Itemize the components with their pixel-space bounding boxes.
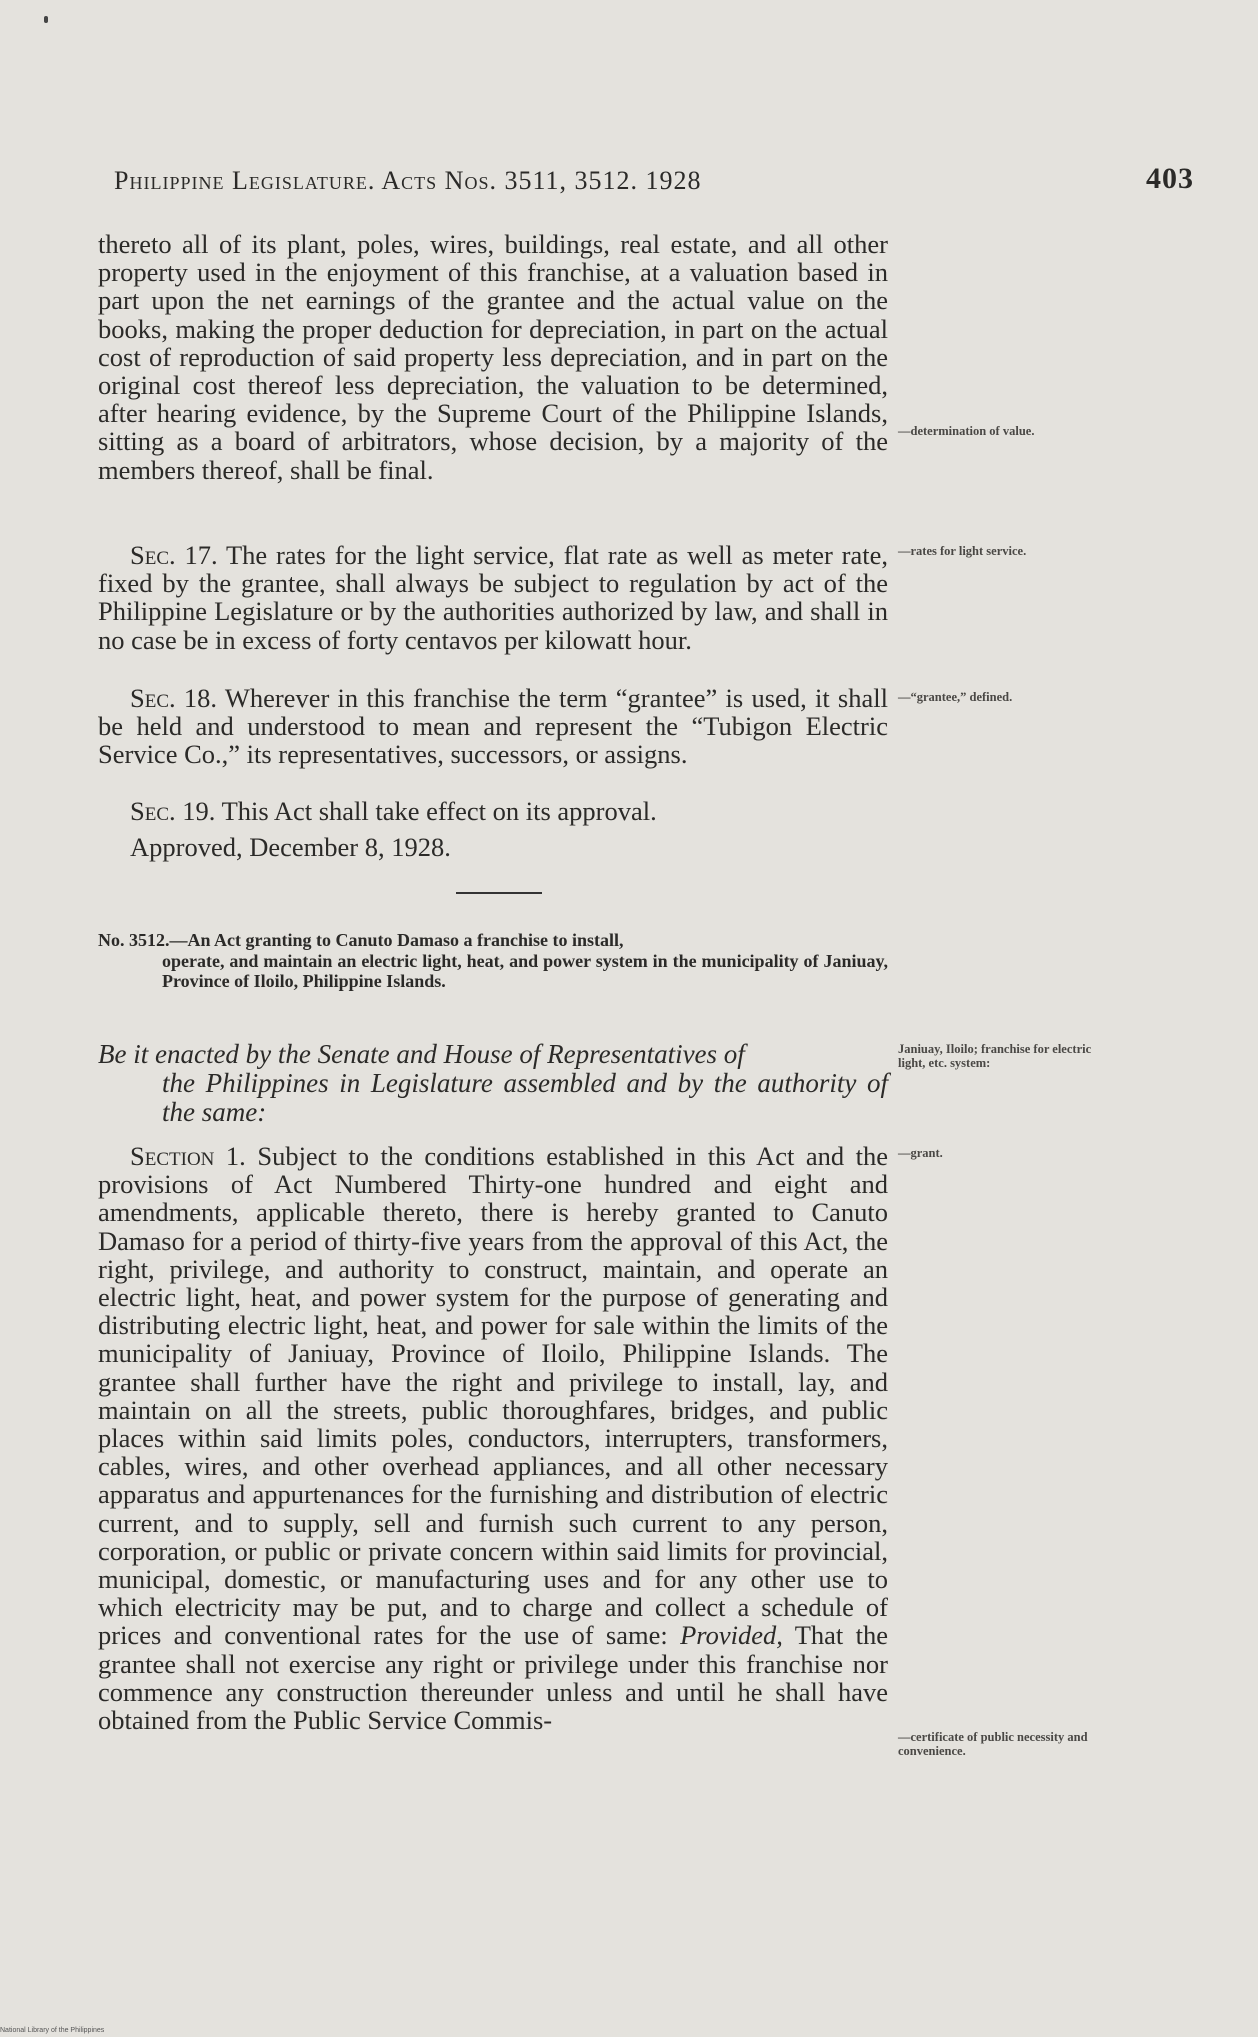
page-number: 403 [1146, 162, 1194, 195]
section-divider [456, 892, 542, 894]
enacting-clause-first: Be it enacted by the Senate and House of Representatives of [98, 1039, 745, 1069]
section-17-text: The rates for the light service, flat rate as well as meter rate, fixed by the grantee, shall always be subject to regulation by act of the Philippine Legislature or by the authorities authorized by law, and shall in no case be in excess of forty centavos per kilowatt hour. [98, 540, 888, 655]
section-18-label: Sec. 18. [130, 683, 218, 713]
scan-credit: National Library of the Philippines [0, 2027, 105, 2034]
act-title-first-line: No. 3512.—An Act granting to Canuto Damaso a franchise to install, [98, 930, 624, 950]
act-title [98, 930, 888, 992]
section-1-text-a: Subject to the conditions established in this Act and the provisions of Act Numbered Thirty-one hundred and eight and amendments, applicable thereto, there is hereby granted to Canuto Damaso for a period of thirty-five years from the approval of this Act, the right, privilege, and authority to construct, maintain, and operate an electric light, heat, and power system for the purpose of generating and distributing electric light, heat, and power for sale within the limits of the municipality of Janiuay, Province of Iloilo, Philippine Islands. The grantee shall further have the right and privilege to install, lay, and maintain on all the streets, public thoroughfares, bridges, and public places within said limits poles, conductors, interrupters, transformers, cables, wires, and other overhead appliances, and all other necessary apparatus and appurtenances for the furnishing and distribution of electric current, and to supply, sell and furnish such current to any person, corporation, or public or private concern within said limits for provincial, municipal, domestic, or manufacturing uses and for any other use to which electricity may be put, and to charge and collect a schedule of prices and conventional rates for the use of same: [98, 1141, 888, 1651]
margin-note-rates: —rates for light service. [898, 544, 1027, 558]
scan-speck [44, 16, 48, 23]
enacting-clause [98, 1040, 888, 1127]
page-header [114, 162, 1194, 202]
approval-line: Approved, December 8, 1928. [130, 832, 451, 862]
provided-word: Provided, [680, 1620, 783, 1651]
act-title-rest: operate, and maintain an electric light, heat, and power system in the municipality of Janiuay, Province of Iloilo, Philippine Islands. [162, 950, 888, 991]
paragraph-continuation: thereto all of its plant, poles, wires, buildings, real estate, and all other property used in the enjoyment of this franchise, at a valuation based in part upon the net earnings of the grantee and the actual value on the books, making the proper deduction for depreciation, in part on the actual cost of reproduction of said property less depreciation, and in part on the original cost thereof less depreciation, the valuation to be determined, after hearing evidence, by the Supreme Court of the Philippine Islands, sitting as a board of arbitrators, whose decision, by a majority of the members thereof, shall be final. [98, 229, 888, 485]
section-19-text: This Act shall take effect on its approval. [221, 796, 657, 826]
margin-note-determination: —determination of value. [898, 424, 1035, 438]
margin-note-grantee: —“grantee,” defined. [898, 690, 1013, 704]
margin-note-certificate: —certificate of public necessity and convenience. [898, 1730, 1088, 1758]
section-17 [98, 541, 888, 654]
section-1 [98, 1142, 888, 1734]
enacting-clause-rest: the Philippines in Legislature assembled and by the authority of the same: [162, 1068, 888, 1127]
section-18 [98, 684, 888, 769]
section-17-label: Sec. 17. [130, 540, 218, 570]
section-19 [98, 797, 888, 825]
section-18-text: Wherever in this franchise the term “grantee” is used, it shall be held and understood to mean and represent the “Tubigon Electric Service Co.,” its representatives, successors, or assigns. [98, 683, 888, 770]
section-1-text-b: That the grantee shall not exercise any right or privilege under this franchise nor commence any construction thereunder unless and until he shall have obtained from the Public Service Commis- [98, 1620, 889, 1736]
section-19-label: Sec. 19. [130, 796, 216, 826]
margin-note-janiuay: Janiuay, Iloilo; franchise for electric light, etc. system: [898, 1042, 1092, 1070]
margin-note-grant: —grant. [898, 1146, 943, 1160]
running-head: Philippine Legislature. Acts Nos. 3511, 3512. 1928 [114, 166, 702, 195]
section-1-label: Section 1. [130, 1141, 246, 1171]
